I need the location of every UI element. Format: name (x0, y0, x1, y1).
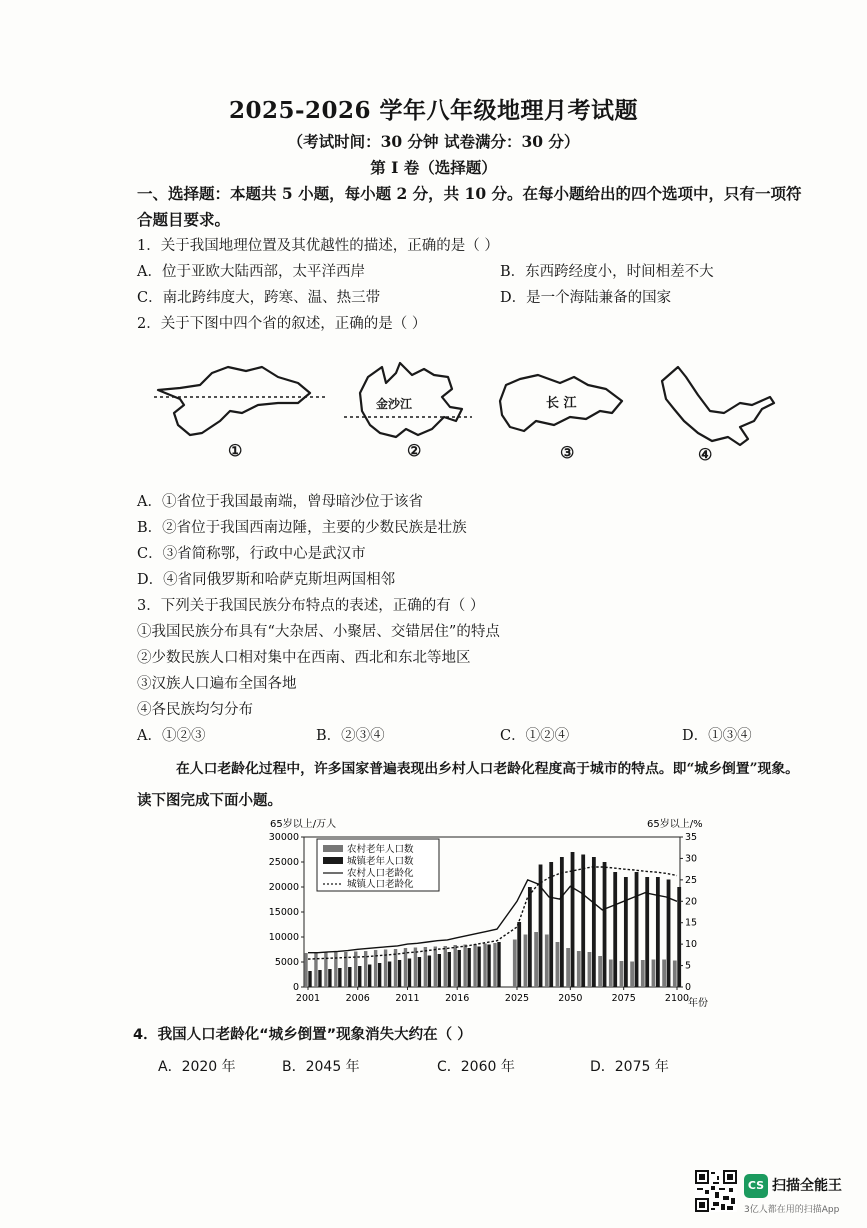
map-label-1: ① (228, 441, 243, 460)
y-left-tick-label: 0 (292, 982, 299, 993)
bar-rural (577, 951, 581, 987)
bar-rural (620, 961, 624, 987)
bar-rural (566, 948, 570, 987)
bar-rural (662, 960, 666, 988)
section-instructions-line2: 合题目要求。 (137, 210, 231, 229)
q2-option-d: D．④省同俄罗斯和哈萨克斯坦两国相邻 (137, 572, 396, 588)
y-left-tick-label: 10000 (268, 932, 299, 943)
bar-rural (556, 942, 560, 987)
x-tick-label: 2011 (395, 993, 420, 1004)
bar-urban (571, 852, 575, 987)
bar-rural (454, 945, 457, 987)
bar-urban (635, 872, 639, 987)
q2-stem: 2．关于下图中四个省的叙述，正确的是（ ） (137, 316, 427, 332)
q3-option-c: C．①②④ (500, 728, 570, 744)
bar-urban (438, 954, 441, 987)
q1-option-a: A．位于亚欧大陆西部，太平洋西岸 (137, 264, 365, 280)
y-right-tick-label: 20 (685, 896, 698, 908)
section-instructions-line1: 一、选择题：本题共 5 小题，每小题 2 分，共 10 分。在每小题给出的四个选项中，只有一项符 (137, 184, 802, 203)
bar-rural (630, 962, 634, 988)
legend-urban-count: 城镇老年人口数 (347, 856, 414, 867)
y-right-tick-label: 30 (685, 853, 698, 865)
exam-info: （考试时间：30 分钟 试卷满分：30 分） (287, 132, 580, 151)
bar-urban (677, 887, 681, 987)
passage-line2: 读下图完成下面小题。 (137, 792, 282, 809)
map-label-2: ② (407, 441, 422, 460)
qr-code (695, 1170, 737, 1212)
bar-rural (404, 948, 407, 987)
y-left-tick-label: 25000 (268, 857, 299, 868)
bar-urban (448, 952, 451, 987)
y-left-axis-label: 65岁以上/万人 (270, 819, 337, 830)
bar-urban (549, 862, 553, 987)
volume-heading: 第 I 卷（选择题） (370, 158, 497, 177)
x-tick-label: 2006 (345, 993, 370, 1004)
q1-option-c: C．南北跨纬度大，跨寒、温、热三带 (137, 290, 381, 306)
x-axis-unit: 年份 (688, 998, 708, 1009)
x-tick-label: 2050 (558, 993, 583, 1004)
q1-option-b: B．东西跨经度小，时间相差不大 (500, 264, 714, 280)
bar-rural (444, 946, 447, 987)
bar-urban (613, 872, 617, 987)
q3-statement-3: ③汉族人口遍布全国各地 (137, 676, 297, 692)
bar-rural (483, 944, 486, 988)
x-tick-label: 2025 (504, 993, 530, 1004)
bar-urban (592, 857, 596, 987)
bar-urban (328, 969, 331, 987)
bar-rural (463, 945, 466, 988)
bar-rural (524, 935, 528, 988)
bar-urban (318, 970, 321, 987)
bar-urban (487, 945, 490, 988)
bar-rural (473, 944, 476, 987)
q3-statement-1: ①我国民族分布具有“大杂居、小聚居、交错居住”的特点 (137, 624, 500, 640)
bar-rural (414, 948, 417, 988)
q3-statement-2: ②少数民族人口相对集中在西南、西北和东北等地区 (137, 650, 471, 666)
bar-rural (545, 935, 549, 988)
bar-urban (428, 956, 431, 988)
bar-rural (304, 953, 307, 987)
y-right-axis-label: 65岁以上/% (647, 819, 703, 830)
province-1-outline (158, 367, 310, 435)
bar-rural (424, 947, 427, 987)
camscanner-logo: CS (744, 1174, 768, 1198)
q4-option-d: D．2075 年 (590, 1059, 669, 1075)
bar-rural (652, 960, 656, 988)
x-tick-label: 2001 (295, 993, 321, 1004)
bar-urban (358, 966, 361, 987)
q2-option-c: C．③省简称鄂，行政中心是武汉市 (137, 546, 366, 562)
bar-rural (434, 947, 437, 988)
bar-urban (528, 887, 532, 987)
x-tick-label: 2016 (445, 993, 470, 1004)
chart-legend (317, 839, 439, 891)
q4-stem: 4．我国人口老龄化“城乡倒置”现象消失大约在（ ） (133, 1027, 472, 1043)
y-right-tick-label: 35 (685, 832, 698, 843)
bar-urban (467, 948, 470, 987)
y-left-tick-label: 30000 (268, 832, 299, 843)
q3-option-d: D．①③④ (682, 728, 752, 744)
y-right-tick-label: 15 (685, 917, 698, 929)
bar-urban (348, 967, 351, 987)
page-title: 2025-2026 学年八年级地理月考试题 (228, 97, 639, 124)
bar-urban (667, 880, 671, 988)
bar-urban (539, 865, 543, 988)
bar-urban (656, 877, 660, 987)
q2-option-b: B．②省位于我国西南边陲，主要的少数民族是壮族 (137, 520, 467, 536)
camscanner-name: 扫描全能王 (772, 1178, 842, 1194)
river-label-jinsha: 金沙江 (376, 397, 413, 411)
q4-option-c: C．2060 年 (437, 1059, 515, 1075)
bar-urban (458, 950, 461, 987)
y-right-tick-label: 0 (685, 982, 692, 993)
y-right-tick-label: 5 (685, 960, 692, 972)
aging-chart (262, 815, 722, 1015)
legend-swatch-urban (323, 857, 343, 864)
bar-urban (603, 862, 607, 987)
q3-option-a: A．①②③ (137, 728, 206, 744)
legend-swatch-rural (323, 845, 343, 852)
bar-urban (378, 963, 381, 987)
map-label-4: ④ (698, 445, 713, 464)
q3-option-b: B．②③④ (316, 728, 385, 744)
bar-urban (308, 971, 311, 987)
bar-rural (609, 960, 613, 988)
legend-rural-count: 农村老年人口数 (347, 844, 414, 855)
passage-line1: 在人口老龄化过程中，许多国家普遍表现出乡村人口老龄化程度高于城市的特点。即“城乡倒置”现象。 (176, 761, 799, 777)
q4-option-b: B．2045 年 (282, 1059, 360, 1075)
x-tick-label: 2100 (664, 993, 690, 1004)
river-label-changjiang: 长 江 (546, 396, 577, 411)
bar-urban (497, 942, 500, 987)
province-4-outline (662, 367, 774, 445)
y-right-tick-label: 10 (685, 939, 698, 951)
q3-stem: 3．下列关于我国民族分布特点的表述，正确的有（ ） (137, 598, 485, 614)
bar-urban (581, 855, 585, 988)
y-left-tick-label: 5000 (274, 957, 299, 968)
q2-option-a: A．①省位于我国最南端，曾母暗沙位于该省 (137, 494, 423, 510)
bar-urban (477, 947, 480, 988)
legend-rural-aging: 农村人口老龄化 (347, 868, 414, 879)
q4-option-a: A．2020 年 (158, 1059, 236, 1075)
bar-rural (314, 953, 317, 988)
bar-urban (418, 957, 421, 987)
province-maps (150, 355, 790, 470)
bar-rural (673, 961, 677, 988)
bar-rural (588, 952, 592, 987)
bar-urban (517, 922, 521, 987)
y-right-tick-label: 25 (685, 874, 698, 886)
bar-rural (598, 956, 602, 987)
bar-rural (493, 943, 496, 987)
legend-urban-aging: 城镇人口老龄化 (347, 879, 414, 890)
map-label-3: ③ (560, 443, 575, 462)
q1-option-d: D．是一个海陆兼备的国家 (500, 290, 672, 306)
bar-rural (513, 940, 517, 988)
bar-urban (338, 968, 341, 987)
y-left-tick-label: 15000 (268, 907, 299, 918)
y-left-tick-label: 20000 (268, 882, 299, 893)
bar-rural (534, 932, 538, 987)
bar-rural (641, 960, 645, 987)
q1-stem: 1．关于我国地理位置及其优越性的描述，正确的是（ ） (137, 238, 499, 254)
x-tick-label: 2075 (611, 993, 636, 1004)
q3-statement-4: ④各民族均匀分布 (137, 702, 253, 718)
camscanner-tagline: 3亿人都在用的扫描App (744, 1205, 840, 1215)
bar-urban (624, 877, 628, 987)
bar-urban (560, 857, 564, 987)
bar-urban (368, 965, 371, 988)
bar-urban (398, 960, 401, 987)
bar-urban (408, 959, 411, 988)
bar-urban (388, 962, 391, 988)
